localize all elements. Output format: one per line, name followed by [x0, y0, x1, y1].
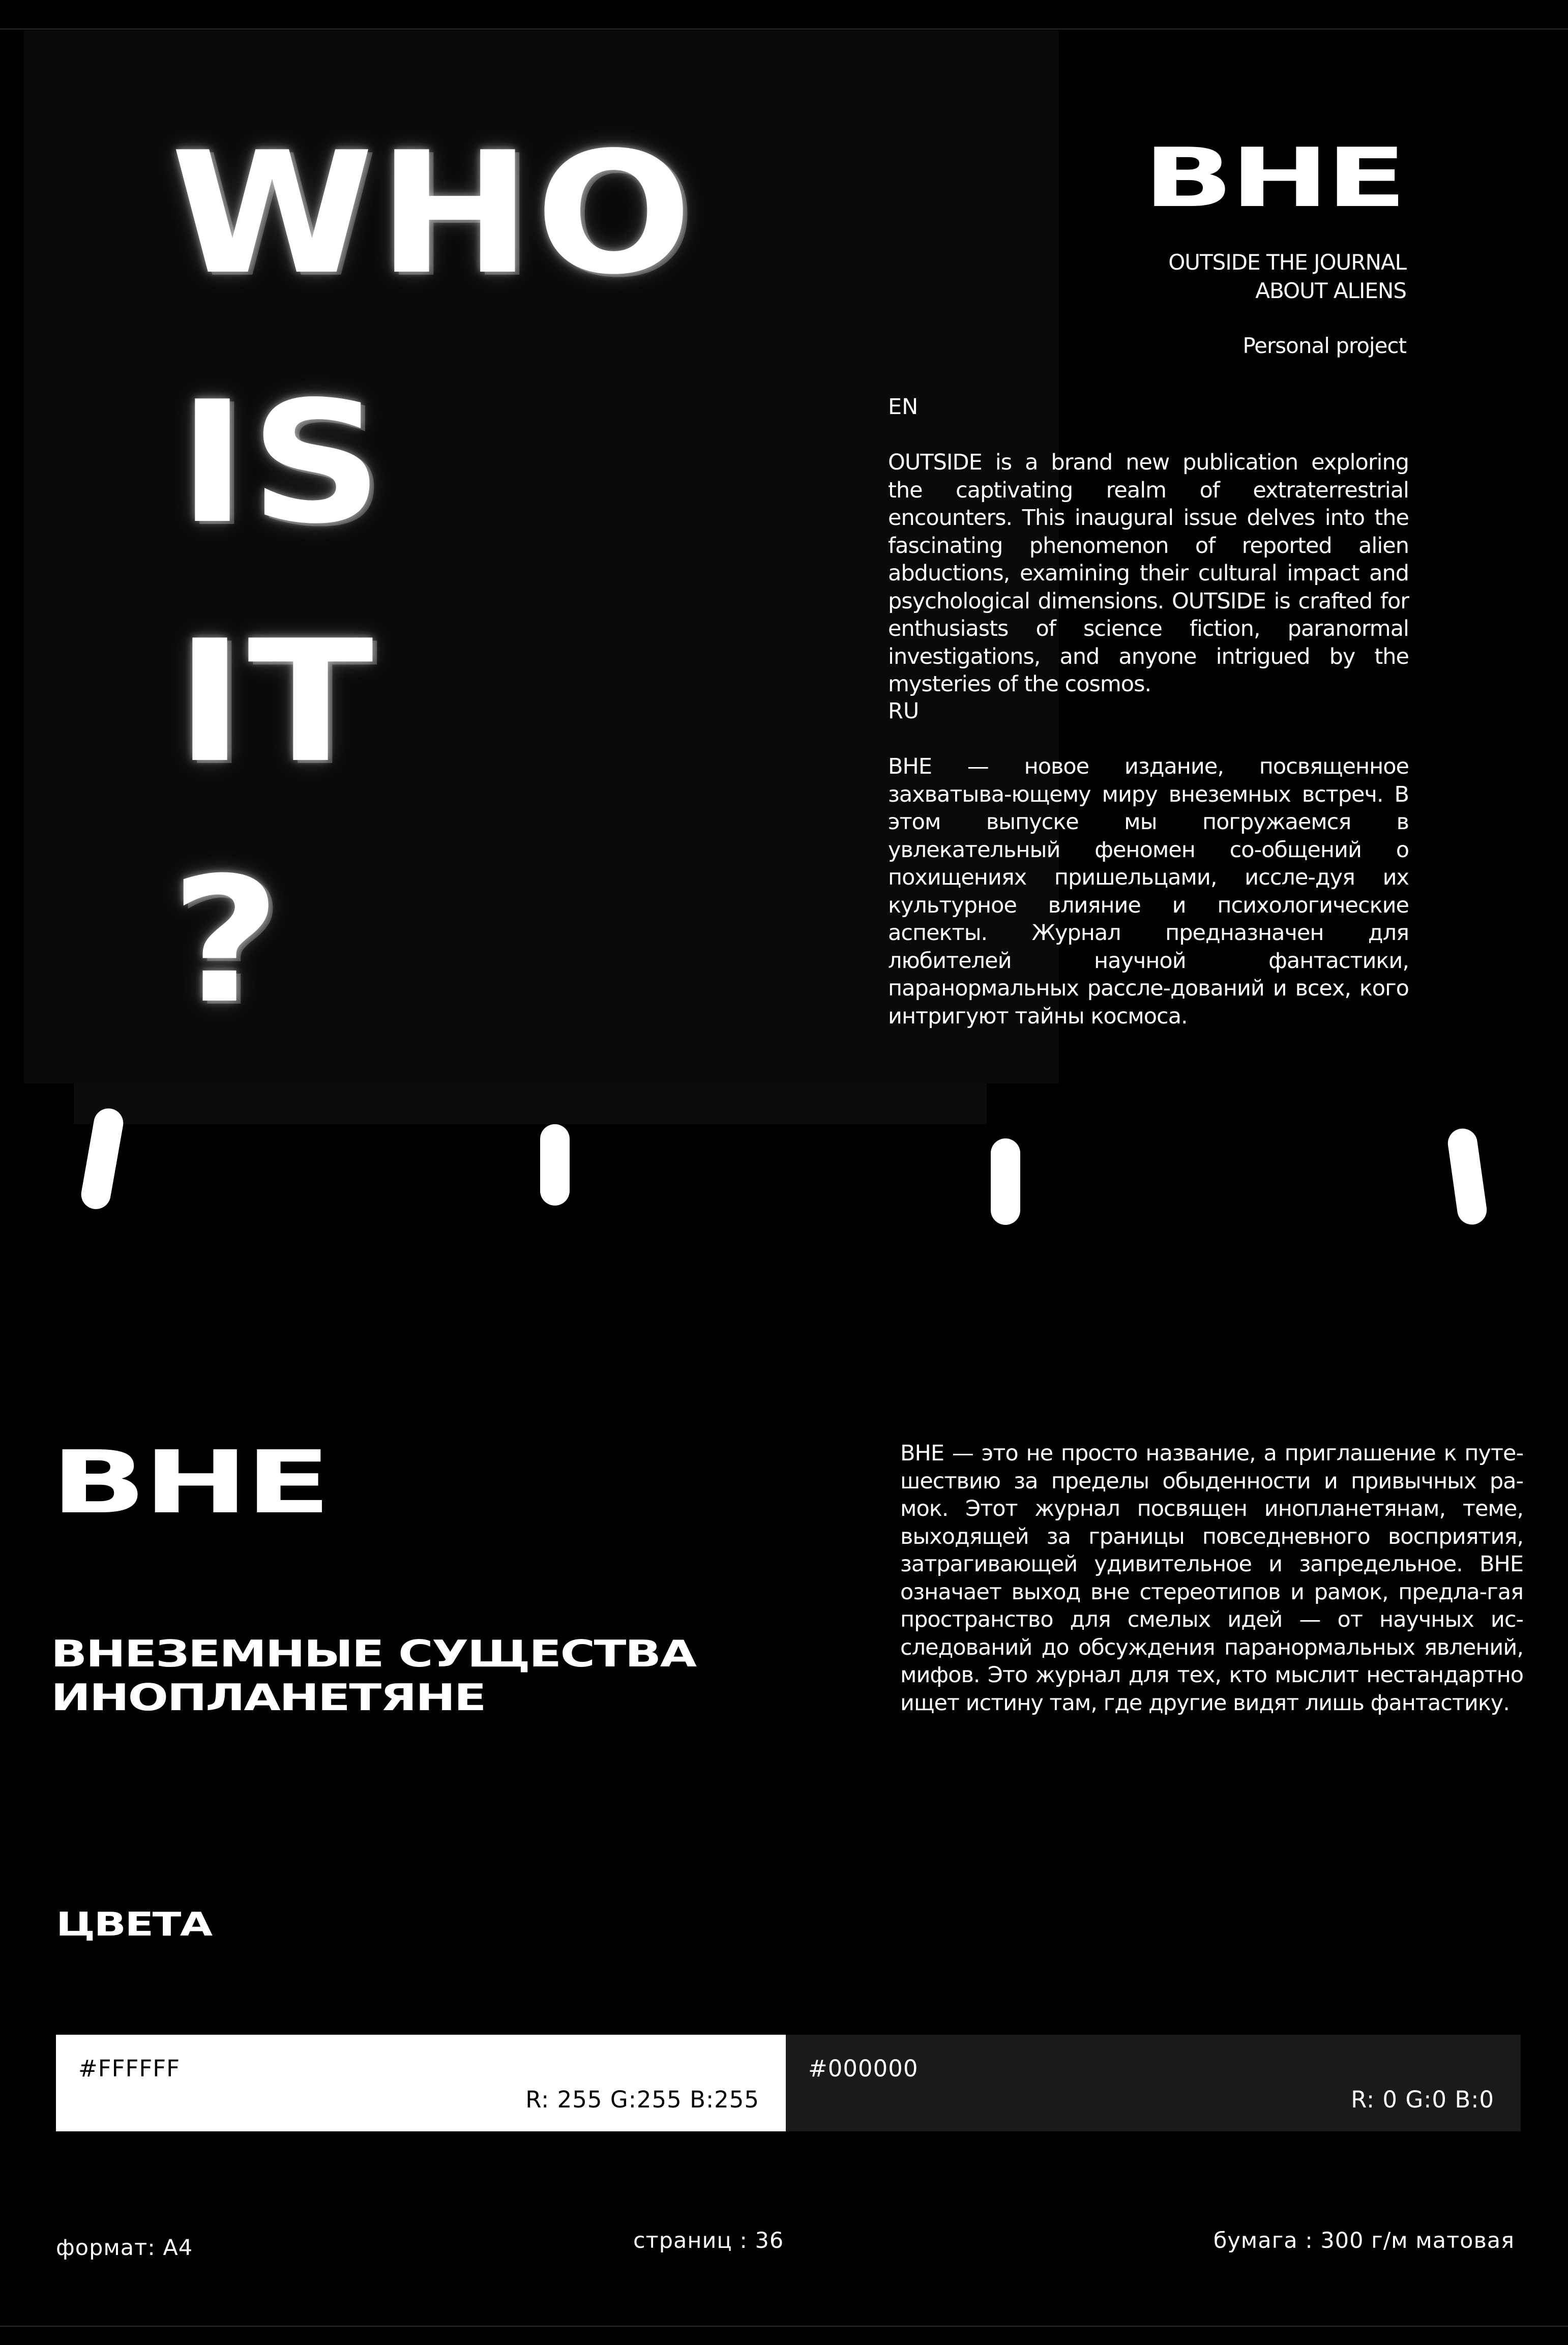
- section-subtitle: [51, 1632, 695, 1719]
- top-divider: [0, 28, 1568, 30]
- spec-paper: бумага : 300 г/м матовая: [1213, 2228, 1515, 2253]
- colors-heading: ЦВЕТА: [56, 1906, 212, 1944]
- section-logo: ВНЕ: [51, 1432, 329, 1533]
- spec-format: формат: А4: [56, 2235, 193, 2261]
- tagline-line-2: ABOUT ALIENS: [1255, 278, 1406, 303]
- lang-label-ru: RU: [888, 698, 920, 724]
- intro-en-text: OUTSIDE is a brand new publication exploring the captivating realm of extraterrestrial encounters. This inaugural issue delves into the fascinating phenomenon of reported alien abductions, examining their cultural impact and psychological dimensions. OUTSIDE is crafted for enthusiasts of science fiction, paranormal investigations, and anyone intrigued by the mysteries of the cosmos.: [888, 450, 1409, 697]
- drip-shape: [991, 1138, 1020, 1225]
- spec-pages: страниц : 36: [633, 2228, 784, 2253]
- intro-ru-text: ВНЕ — новое издание, посвященное захватыва-ющему миру внеземных встреч. В этом выпуске мы погружаемся в увлекательный феномен со-общений о похищениях пришельцами, иссле-дуя их культурное влияние и психологические аспекты. Журнал предназначен для любителей научной фантастики, паранормальных рассле-дований и всех, кого интригуют тайны космоса.: [888, 754, 1409, 1029]
- brand-logo: ВНЕ: [1143, 130, 1404, 225]
- tagline-line-1: OUTSIDE THE JOURNAL: [1168, 250, 1406, 275]
- swatch-white: [56, 2035, 786, 2131]
- hero-word-question: ?: [170, 840, 284, 1042]
- bottom-divider: [0, 2326, 1568, 2327]
- swatch-black: [786, 2035, 1521, 2131]
- swatch-rgb: R: 255 G:255 B:255: [525, 2086, 759, 2113]
- drip-shape: [540, 1124, 570, 1206]
- swatch-rgb: R: 0 G:0 B:0: [1351, 2086, 1494, 2113]
- subtitle-line-2: ИНОПЛАНЕТЯНЕ: [51, 1676, 486, 1719]
- subtitle-line-1: ВНЕЗЕМНЫЕ СУЩЕСТВА: [51, 1632, 696, 1675]
- swatch-hex: #FFFFFF: [78, 2055, 181, 2082]
- project-label: Personal project: [1242, 333, 1406, 358]
- hero-word-is: IS: [178, 365, 387, 561]
- hero-word-it: IT: [175, 604, 377, 800]
- drip-shape: [1446, 1127, 1489, 1226]
- lang-label-en: EN: [888, 394, 919, 420]
- section-description: ВНЕ — это не просто название, а приглашение к путе-шествию за пределы обыденности и привычных ра-мок. Этот журнал посвящен инопланетянам, теме, выходящей за границы повседневного восприятия, затрагивающей удивительное и запредельное. ВНЕ означает выход вне стереотипов и рамок, предла-гая пространство для смелых идей — от научных ис-следований до обсуждения паранормальных явлений, мифов. Это журнал для тех, кто мыслит нестандартно ищет истину там, где другие видят лишь фантастику.: [900, 1441, 1523, 1716]
- brand-logo-wrap: [1143, 130, 1404, 229]
- brand-tagline: [966, 248, 1406, 305]
- swatch-hex: #000000: [808, 2055, 919, 2082]
- hero-word-who: WHO: [170, 116, 696, 311]
